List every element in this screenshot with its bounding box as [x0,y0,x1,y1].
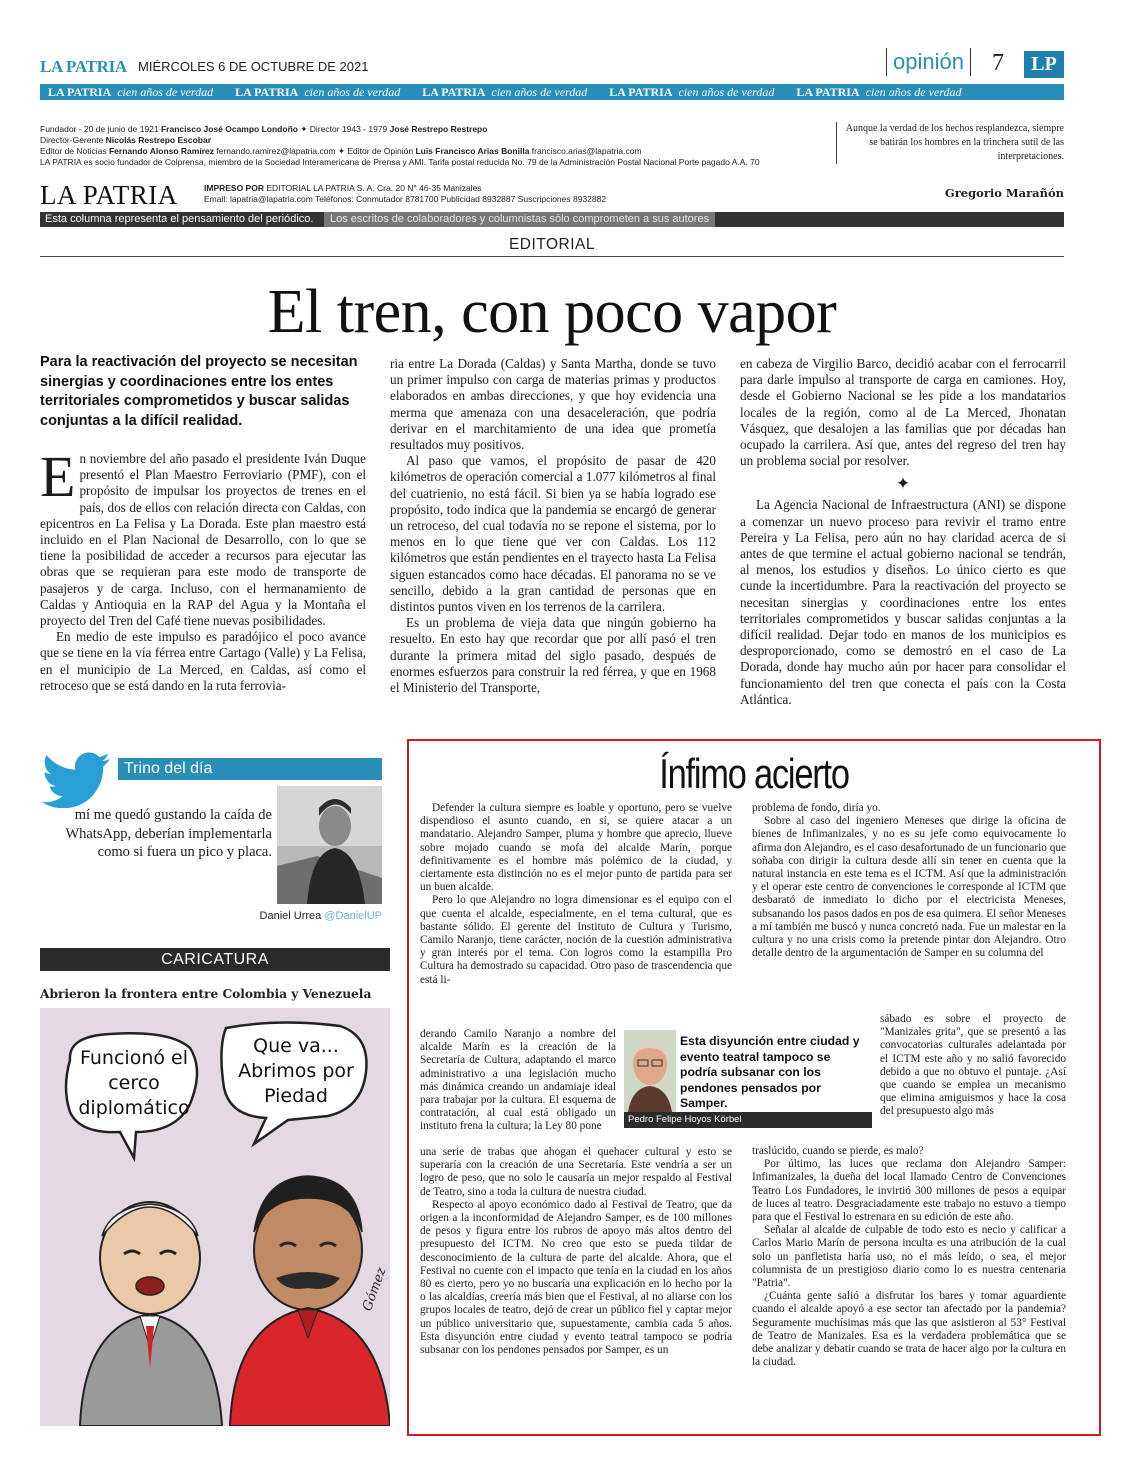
columnist-name: Pedro Felipe Hoyos Körbel [624,1112,872,1128]
editorial-label: EDITORIAL [40,236,1064,257]
issue-date: MIÉRCOLES 6 DE OCTUBRE DE 2021 [138,59,369,74]
band-slogan: cien años de verdad [865,85,962,99]
twitter-handle[interactable]: @DanielUP [324,910,382,922]
staff-credits: Fundador - 20 de junio de 1921 Francisco José Ocampo Londoño ✦ Director 1943 - 1979 José Restrepo Restrepo Director-Gerente Nicolás Restrepo Escobar Editor de Noticias Fernando Alonso Ramírez fernando.ramirez@lapatria.com ✦ Editor de Opinión Luis Francisco Arias Bonilla francisco.arias@lapatria.com LA PATRIA es socio fundador de Colprensa, miembro de la Sociedad Interamericana de Prensa y AMI. Tarifa postal reducida No. 79 de la Administración Postal Nacional Porte pagado A.A. 70 [40,124,760,167]
disclaimer-left: Esta columna representa el pensamiento del periódico. [45,213,314,225]
column-text-2b: sábado es sobre el proyecto de "Manizales grita", que se presentó a las convocatorias culturales adelantada por el ICTM este año y no salió favorecido debido a que no obtuvo el puntaje. ¿Así que cuando se emplea un mecanismo que elimina amiguismos y hace la cosa del presupuesto algo más [880,1013,1066,1118]
editorial-column-1: En noviembre del año pasado el presidente Iván Duque presentó el Plan Maestro Ferroviario (PMF), con el propósito de impulsar los proyectos de trenes en el país, dos de ellos con relación directa con Caldas, con epicentros en La Felisa y La Dorada. Este plan maestro está incluido en el Plan Nacional de Desarrollo, con lo que se tiene la posibilidad de acceder a recursos para ejecutar las obras que se requieran para este modo de transporte de pasajeros y de carga. Incluso, con el hermanamiento de Caldas y Antioquia en la RAP del Agua y la Montaña el proyecto del Tren del Café tiene nuevas posibilidades. En medio de este impulso es paradójico el poco avance que se tiene en la vía férrea entre Cartago (Valle) y La Felisa, en el municipio de La Merced, en Caldas, así como el retroceso que se está dando en la ruta ferrovia- [40,444,366,693]
disclaimer-strip [40,212,1064,227]
masthead-brand[interactable]: LA PATRIA [40,57,127,76]
band-slogan: cien años de verdad [491,85,588,99]
band-brand: LA PATRIA [609,85,673,99]
author-photo [277,786,382,904]
caricature-image [40,1008,390,1426]
cartoonist-signature: Gómez [360,1265,390,1314]
band-slogan: cien años de verdad [678,85,775,99]
band-slogan: cien años de verdad [304,85,401,99]
page-number: 7 [992,50,1004,76]
drop-cap: E [40,444,76,509]
column-text-1a: Defender la cultura siempre es loable y oportuno, pero se vuelve dispendioso el asunto cuando, en sí, se quiere atacar a un mandatario. Alejandro Samper, pluma y hombre que aprecio, llueve sobre mojado cuando se mofa del alcalde Marín, porque definitivamente es el hombre más polémico de la ciudad, y ciertamente esta distinción no es el mejor punto de partida para ser un buen alcalde. Pero lo que Alejandro no logra dimensionar es el equipo con el que cuenta el alcalde, especialmente, en el tema cultural, que es bastante sólido. El gerente del Instituto de Cultura y Turismo, Camilo Naranjo, tiene carácter, noción de la cuestión administrativa y gran interés por el tema. Con logros como la estampilla Pro Cultura ha demostrado su capacidad. Otro paso de trascendencia que está li- [420,802,732,986]
editorial-headline[interactable]: El tren, con poco vapor [267,278,837,346]
columnist-photo [624,1030,676,1112]
newspaper-logo[interactable]: LA PATRIA [40,180,178,210]
editorial-column-3: en cabeza de Virgilio Barco, decidió acabar con el ferrocarril para darle impulso al transporte de carga en camiones. Hoy, desde el Gobierno Nacional se les pide a los mandatarios locales de la región, como al de La Merced, Jhonatan Vásquez, que desalojen a las familias que por décadas han ocupado la carrilera. Así que, antes del regreso del tren hay un problema social por resolver. ✦ La Agencia Nacional de Infraestructura (ANI) se dispone a comenzar un nuevo proceso para revivir el tramo entre Pereira y La Felisa, pero aún no hay claridad acerca de si antes de que termine el actual gobierno nacional se tendrán, al menos, los estudios y diseños. Lo único cierto es que cunde la incertidumbre. Para la reactivación del proyecto se necesitan sinergias y coordinaciones entre los entes territoriales comprometidos y buscar salidas conjuntas a la difícil realidad. Dejar todo en manos de los municipios es desproporcionado, como se demostró en el caso de La Dorada, donde hay mucho aún por hacer para consolidar el funcionamiento del tren que conecta el país con la Costa Atlántica. [740,356,1066,707]
column-text-2c: traslúcido, cuando se pierde, es malo? Por último, las luces que reclama don Alejandro Samper: Infimanizales, la dueña del local llamado Centro de Convenciones Teatro Los Fundadores, le invirtió 300 millones de pesos a equipar de luces al teatro. Desgraciadamente este trabajo no estuvo a tiempo para que el Festival lo estrenara en su edición de este año. Señalar al alcalde de culpable de todo esto es necio y calificar a Carlos Mario Marín de persona inculta es una atribución de la cual solo un panfletista haría uso, no el más leído, o sea, el mejor columnista de un prestigioso diario como lo es nuestra centenaria "Patria". ¿Cuánta gente salió a disfrutar los bares y tomar aguardiente cuando el alcalde apoyó a ese sector tan afectado por la pandemia? Seguramente muchísimas más que las que asistieron al 53° Festival de Teatro de Manizales. Esa es la verdadera problemática que se debe analizar y debatir cuando se trata de hacer algo por la cultura en la ciudad. [752,1145,1066,1369]
lp-logo[interactable]: LP [1024,51,1064,78]
caricatura-label: CARICATURA [40,948,390,971]
slogan-band [40,84,1064,100]
printer-info: IMPRESO POR EDITORIAL LA PATRIA S. A. Cra. 20 N° 46-35 Manizales Email: lapatria@lapatria.com Teléfonos: Conmutador 8781700 Publicidad 8932887 Suscripciones 8932882 [204,183,607,204]
trino-label: Trino del día [118,758,382,780]
bubble-left-text: Funcionó el cerco diplomático [78,1047,190,1119]
band-slogan: cien años de verdad [117,85,214,99]
disclaimer-right: Los escritos de colaboradores y columnistas sólo comprometen a sus autores [324,212,715,227]
bubble-right-text: Que va... Abrimos por Piedad [238,1035,354,1107]
caricatura-caption: Abrieron la frontera entre Colombia y Venezuela [40,987,372,1001]
band-brand: LA PATRIA [48,85,112,99]
band-brand: LA PATRIA [422,85,486,99]
editorial-column-2: ria entre La Dorada (Caldas) y Santa Martha, donde se tuvo un primer impulso con carga de materias primas y productos elaborados en ambas direcciones, y que hoy evidencia una merma que amenaza con una desaceleración, que podría derivar en el marchitamiento de una idea que prometía resultados muy positivos. Al paso que vamos, el propósito de pasar de 420 kilómetros de operación comercial a 1.077 kilómetros al final del cuatrienio, no está fácil. Si bien ya se había logrado ese propósito, todo indica que la pandemia se encargó de generar un retroceso, del cual todavía no se repone el sistema, por lo menos en lo que tiene que ver con Caldas. Los 112 kilómetros que están pendientes en el trayecto hasta La Felisa siguen estancados como hace décadas. El panorama no se ve sencillo, debido a la gran cantidad de personas que en distintos puntos viven en los terrenos de la carrilera. Es un problema de vieja data que ningún gobierno ha resuelto. En esto hay que recordar que por allí pasó el tren durante la primera mitad del siglo pasado, después de enormes esfuerzos para construir la red férrea, y que en 1968 el Ministerio del Transporte, [390,356,716,696]
band-brand: LA PATRIA [796,85,860,99]
epigraph-author: Gregorio Marañón [944,186,1064,200]
separator-diamond: ✦ [895,474,911,494]
twitter-bird-icon[interactable] [40,752,112,808]
band-brand: LA PATRIA [235,85,299,99]
epigraph-quote: Aunque la verdad de los hechos resplandezca, siempre se batirán los hombres en la trinchera sutil de las interpretaciones. [836,122,1064,164]
column-text-2a: problema de fondo, diría yo. Sobre al caso del ingeniero Meneses que dirige la oficina de bienes de Infimanizales, y no es su jefe como equivocamente lo afirma don Alejandro, es el caso desafortunado de un funcionario que soñaba con dirigir la cultura desde allí sin tener en cuenta que la natural instancia en este tema es el ICTM. Así que la administración y el operar este centro de convenciones le corresponde al ICTM que desbarató de inmediato lo dicho por el electricista Meneses, subsanando los pasos dados en pos de esa quimera. El señor Meneses a mí también me buscó y nunca concretó nada. Fue un malestar en la cultura y no una crisis como la pretende pintar don Alejandro. Otro detalle dentro de la argumentación de Samper en su columna del [752,802,1067,960]
pull-quote: Esta disyunción entre ciudad y evento teatral tampoco se podría subsanar con los pendones pensados por Samper. [680,1034,860,1111]
column-title[interactable]: Ínfimo acierto [659,750,849,797]
trino-text: mí me quedó gustando la caída de WhatsApp, deberían implementarla como si fuera un pico y placa. [65,807,272,860]
section-label[interactable]: opinión [886,48,971,76]
editorial-lede: Para la reactivación del proyecto se necesitan sinergias y coordinaciones entre los entes territoriales comprometidos y buscar salidas conjuntas a la difícil realidad. [40,354,358,429]
column-text-1c: una serie de trabas que ahogan el quehacer cultural y esto se superaría con la creación de una Secretaría. Este vendría a ser un logro de peso, que no solo le causaría un mejor respaldo al Festival de Teatro, sino a toda la cultura de nuestra ciudad. Respecto al apoyo económico dado al Festival de Teatro, que da origen a la inconformidad de Alejandro Samper, es de 100 millones de pesos y figura entre los rubros de apoyo más altos dentro del presupuesto del ICTM. No creo que esto se pueda tildar de desconocimiento de la cultura de parte del alcalde. Ahora, que el Festival no cuente con el impacto que tenía en la ciudad en los años 80 es cierto, pero yo no buscaría una explicación en lo hecho por la o las alcaldías, creería más bien que el Festival, al no aliarse con los grupos locales de teatro, dejó de crear un público fiel y captar mejor un público universitario que, supuestamente, cambia cada 5 años. Esta disyunción entre ciudad y evento teatral tampoco se podría subsanar con los pendones pensados por Samper, es un [420,1146,732,1357]
trino-author: Daniel Urrea @DanielUP [259,910,382,922]
column-text-1b: derando Camilo Naranjo a nombre del alcalde Marín es la creación de la Secretaría de Cultura, adaptando el marco administrativo a una legislación mucho más dinámica creando un andamiaje ideal para trabajar por la cultura. El esquema de contratación, al cual está obligado un instituto frena la cultura; la Ley 80 pone [420,1028,616,1133]
